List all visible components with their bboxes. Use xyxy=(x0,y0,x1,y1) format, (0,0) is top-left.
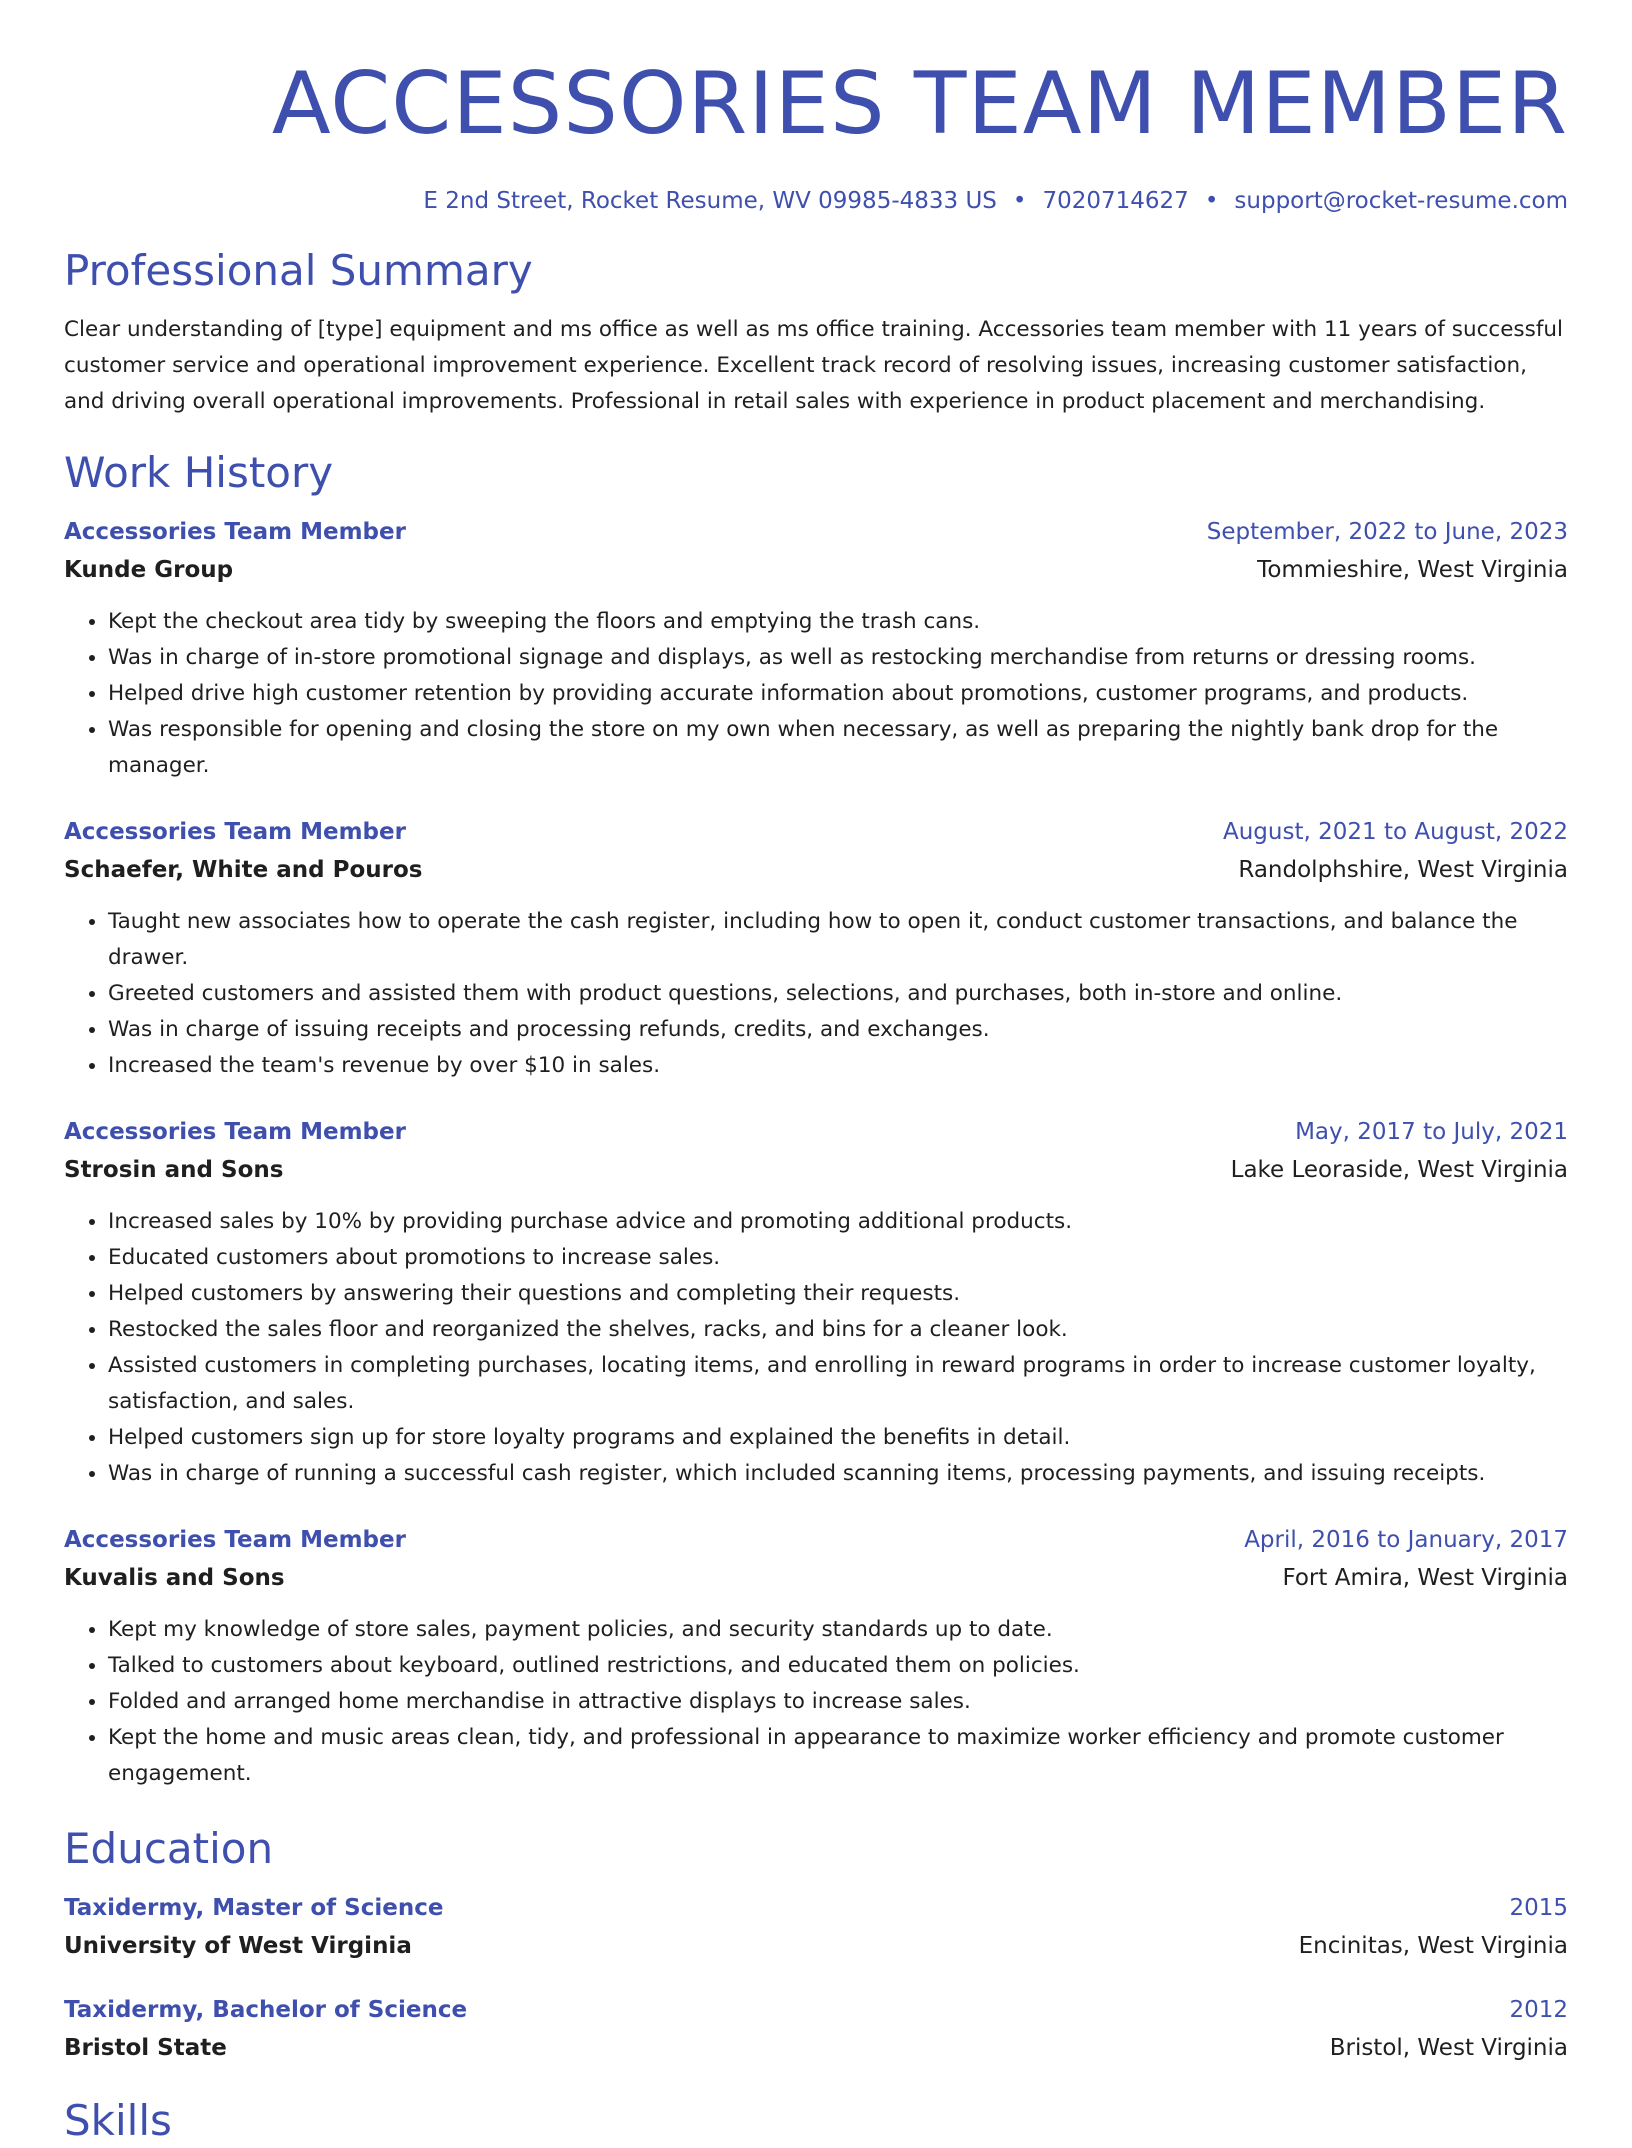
work-history-heading: Work History xyxy=(64,448,334,497)
job-bullet: • Educated customers about promotions to increase sales. xyxy=(108,1240,1568,1276)
job-bullet: • Kept my knowledge of store sales, payment policies, and security standards up to date. xyxy=(108,1612,1568,1648)
job-bullet: • Taught new associates how to operate the cash register, including how to open it, conduct customer transactions, and balance the drawer. xyxy=(108,904,1568,976)
job-company: Kunde Group xyxy=(64,557,234,583)
education-degree: Taxidermy, Bachelor of Science xyxy=(64,1997,468,2023)
resume-header xyxy=(64,0,1568,216)
job-location: Fort Amira, West Virginia xyxy=(1282,1565,1568,1591)
education-entry xyxy=(64,1890,1568,1966)
contact-address: E 2nd Street, Rocket Resume, WV 09985-4833 US xyxy=(423,188,997,214)
job-company: Kuvalis and Sons xyxy=(64,1565,285,1591)
job-bullet: • Greeted customers and assisted them with product questions, selections, and purchases, both in-store and online. xyxy=(108,976,1568,1012)
education-location: Bristol, West Virginia xyxy=(1329,2035,1568,2061)
job-dates: May, 2017 to July, 2021 xyxy=(1295,1119,1568,1145)
job-entry xyxy=(64,514,1568,784)
education-school: University of West Virginia xyxy=(64,1933,412,1959)
education-heading: Education xyxy=(64,1824,274,1873)
job-bullet: • Talked to customers about keyboard, outlined restrictions, and educated them on policies. xyxy=(108,1648,1568,1684)
job-bullet: • Assisted customers in completing purchases, locating items, and enrolling in reward programs in order to increase customer loyalty, satisfaction, and sales. xyxy=(108,1348,1568,1420)
education-entry xyxy=(64,1992,1568,2068)
job-bullet: • Increased the team's revenue by over $10 in sales. xyxy=(108,1048,1568,1084)
job-bullet: • Kept the checkout area tidy by sweeping the floors and emptying the trash cans. xyxy=(108,604,1568,640)
job-entry xyxy=(64,1522,1568,1792)
job-bullet: • Was in charge of in-store promotional signage and displays, as well as restocking merchandise from returns or dressing rooms. xyxy=(108,640,1568,676)
education-school: Bristol State xyxy=(64,2035,227,2061)
job-title: Accessories Team Member xyxy=(64,1119,406,1145)
job-bullet: • Was in charge of running a successful cash register, which included scanning items, processing payments, and issuing receipts. xyxy=(108,1456,1568,1492)
job-dates: September, 2022 to June, 2023 xyxy=(1206,519,1568,545)
education-degree: Taxidermy, Master of Science xyxy=(64,1895,444,1921)
job-location: Lake Leoraside, West Virginia xyxy=(1230,1157,1568,1183)
contact-separator: • xyxy=(1204,188,1219,214)
job-bullet: • Was in charge of issuing receipts and processing refunds, credits, and exchanges. xyxy=(108,1012,1568,1048)
job-location: Tommieshire, West Virginia xyxy=(1257,557,1568,583)
job-bullets xyxy=(64,604,1568,784)
job-bullet: • Folded and arranged home merchandise in attractive displays to increase sales. xyxy=(108,1684,1568,1720)
job-bullet: • Helped customers by answering their questions and completing their requests. xyxy=(108,1276,1568,1312)
job-company: Strosin and Sons xyxy=(64,1157,284,1183)
resume-page xyxy=(64,0,1568,2148)
job-dates: August, 2021 to August, 2022 xyxy=(1223,819,1568,845)
job-bullets xyxy=(64,1612,1568,1792)
summary-text: Clear understanding of [type] equipment and ms office as well as ms office training. Accessories team member with 11 years of successful customer service and operational improvement experience. Excellent track record of resolving issues, increasing customer satisfaction, and driving overall operational improvements. Professional in retail sales with experience in product placement and merchandising. xyxy=(64,317,1564,414)
candidate-title: ACCESSORIES TEAM MEMBER xyxy=(271,54,1568,154)
contact-email: support@rocket-resume.com xyxy=(1234,188,1568,214)
job-title: Accessories Team Member xyxy=(64,819,406,845)
job-dates: April, 2016 to January, 2017 xyxy=(1244,1527,1568,1553)
contact-separator: • xyxy=(1012,188,1027,214)
job-bullet: • Helped drive high customer retention by providing accurate information about promotions, customer programs, and products. xyxy=(108,676,1568,712)
summary-heading: Professional Summary xyxy=(64,246,533,295)
job-title: Accessories Team Member xyxy=(64,519,406,545)
education-year: 2012 xyxy=(1509,1997,1568,2023)
job-location: Randolphshire, West Virginia xyxy=(1238,857,1568,883)
job-bullet: • Helped customers sign up for store loyalty programs and explained the benefits in detail. xyxy=(108,1420,1568,1456)
job-bullet: • Restocked the sales floor and reorganized the shelves, racks, and bins for a cleaner look. xyxy=(108,1312,1568,1348)
contact-line xyxy=(64,186,1568,216)
education-location: Encinitas, West Virginia xyxy=(1298,1933,1568,1959)
job-entry xyxy=(64,1114,1568,1492)
job-bullet: • Kept the home and music areas clean, tidy, and professional in appearance to maximize worker efficiency and promote customer engagement. xyxy=(108,1720,1568,1792)
job-company: Schaefer, White and Pouros xyxy=(64,857,423,883)
job-bullet: • Was responsible for opening and closing the store on my own when necessary, as well as preparing the nightly bank drop for the manager. xyxy=(108,712,1568,784)
education-year: 2015 xyxy=(1509,1895,1568,1921)
job-bullets xyxy=(64,1204,1568,1492)
skills-heading: Skills xyxy=(64,2096,172,2145)
job-title: Accessories Team Member xyxy=(64,1527,406,1553)
job-entry xyxy=(64,814,1568,1084)
job-bullet: • Increased sales by 10% by providing purchase advice and promoting additional products. xyxy=(108,1204,1568,1240)
contact-phone: 7020714627 xyxy=(1042,188,1189,214)
job-bullets xyxy=(64,904,1568,1084)
